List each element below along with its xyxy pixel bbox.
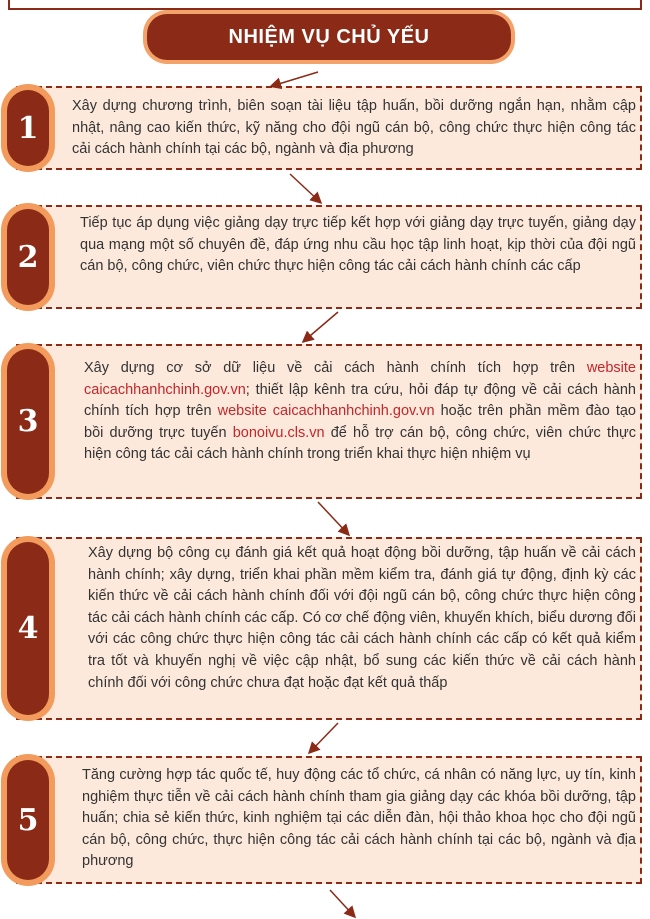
arrow-5-to-next	[330, 890, 354, 916]
task-text-segment: hoặc trên phần mềm đào tạo bồi dưỡng trực tuyến	[84, 403, 636, 441]
arrow-2-to-3	[304, 312, 338, 341]
page-title: NHIỆM VỤ CHỦ YẾU	[147, 14, 511, 60]
task-number-badge: 3	[7, 349, 49, 494]
task-text-segment: để hỗ trợ cán bộ, công chức, viên chức thực hiện công tác cải cách hành chính trong triển khai thực hiện nhiệm vụ	[84, 424, 636, 463]
task-number-badge: 4	[7, 542, 49, 715]
task-number-badge: 5	[7, 760, 49, 880]
task-text-segment: ; thiết lập kênh tra cứu, hỏi đáp tự động về cải cách hành chính tích hợp trên	[84, 381, 636, 420]
arrow-4-to-5	[310, 723, 338, 752]
task-text: Tiếp tục áp dụng việc giảng dạy trực tiếp kết hợp với giảng dạy trực tuyến, giảng dạy qua mạng một số chuyên đề, đáp ứng nhu cầu học tập linh hoạt, kịp thời của đội ngũ cán bộ, công chức, viên chức thực hiện công tác cải cách hành chính các cấp	[80, 215, 636, 275]
task-text: Xây dựng bộ công cụ đánh giá kết quả hoạt động bồi dưỡng, tập huấn về cải cách hành chính; xây dựng, triển khai phần mềm kiểm tra, đánh giá tự động, định kỳ các kiến thức về cải cách hành chính đối với đội ngũ cán bộ, công chức thực hiện công tác cải cách hành chính các cấp. Có cơ chế động viên, khuyến khích, biểu dương đối với các công chức thực hiện công tác cải cách hành chính các cấp có kết quả kiểm tra tốt và khuyến nghị về việc cập nhật, bổ sung các kiến thức về cải cách hành chính đối với công chức chưa đạt hoặc đạt kết quả thấp	[88, 545, 636, 691]
arrow-title-to-1	[272, 72, 318, 86]
task-text-segment: Xây dựng cơ sở dữ liệu về cải cách hành chính tích hợp trên	[84, 360, 587, 376]
website-link[interactable]: website caicachhanhchinh.gov.vn	[217, 403, 435, 420]
task-number-badge: 2	[7, 209, 49, 305]
arrow-3-to-4	[318, 502, 348, 534]
task-text: Xây dựng chương trình, biên soạn tài liệu tập huấn, bồi dưỡng ngắn hạn, nhằm cập nhật, nâng cao kiến thức, kỹ năng cho đội ngũ cán bộ, công chức thực hiện công tác cải cách hành chính tại các bộ, ngành và địa phương	[72, 98, 636, 158]
task-text: Tăng cường hợp tác quốc tế, huy động các tổ chức, cá nhân có năng lực, uy tín, kinh nghiệm thực tiễn về cải cách hành chính tham gia giảng dạy các khóa bồi dưỡng, tập huấn; chia sẻ kiến thức, kinh nghiệm tại các diễn đàn, hội thảo khoa học cho đội ngũ cán bộ, công chức, thực hiện công tác cải cách hành chính tại các bộ, ngành và địa phương	[82, 767, 636, 870]
website-link[interactable]: website caicachhanhchinh.gov.vn	[84, 360, 636, 398]
arrow-1-to-2	[290, 174, 320, 202]
task-number-badge: 1	[7, 90, 49, 166]
website-link[interactable]: bonoivu.cls.vn	[232, 424, 325, 441]
